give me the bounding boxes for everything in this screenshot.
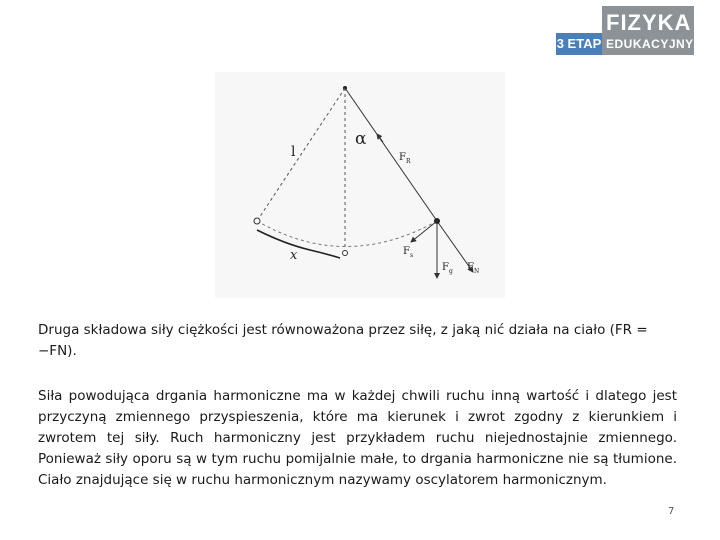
page-number: 7 [668,506,675,517]
svg-text:F: F [442,262,449,273]
label-fs [403,246,413,259]
label-fg [442,262,453,275]
logo-stage: 3 ETAP [556,33,602,55]
svg-text:R: R [406,158,411,165]
label-fr [399,152,411,165]
label-length: l [291,144,296,160]
svg-text:F: F [399,152,406,163]
svg-text:s: s [410,252,414,259]
svg-text:N: N [474,268,480,275]
paragraph-2: Siła powodująca drgania harmoniczne ma w każdej chwili ruchu inną wartość i dlatego jest przyczyną zmiennego przyspieszenia, które ma kierunek i zwrot zgodny z kierunkiem i zwrotem tej siły. Ruch harmoniczny jest przykładem ruchu niejednostajnie zmiennego. Ponieważ siły oporu są w tym ruchu pomijalnie małe, to drgania harmoniczne nie są tłumione. Ciało znajdujące się w ruchu harmonicznym nazywamy oscylatorem harmonicznym. [38,388,677,488]
svg-text:g: g [449,268,453,275]
fr-arrow [377,134,383,142]
svg-text:F: F [403,246,410,257]
logo [556,6,694,56]
displacement-curve [257,230,340,258]
logo-title: FIZYKA [606,10,692,35]
string-left [257,88,345,221]
label-x: x [290,248,298,263]
bob-left [254,218,260,224]
paragraph-1: Druga składowa siły ciężkości jest równoważona przez siłę, z jaką nić działa na ciało (FR = −FN). [38,322,648,359]
label-fn [467,262,479,275]
pendulum-figure [215,72,505,298]
logo-subtitle: EDUKACYJNY [606,37,694,51]
string-right [345,88,437,221]
svg-text:F: F [467,262,474,273]
label-alpha: α [355,129,367,149]
bob-equilibrium [343,251,348,256]
